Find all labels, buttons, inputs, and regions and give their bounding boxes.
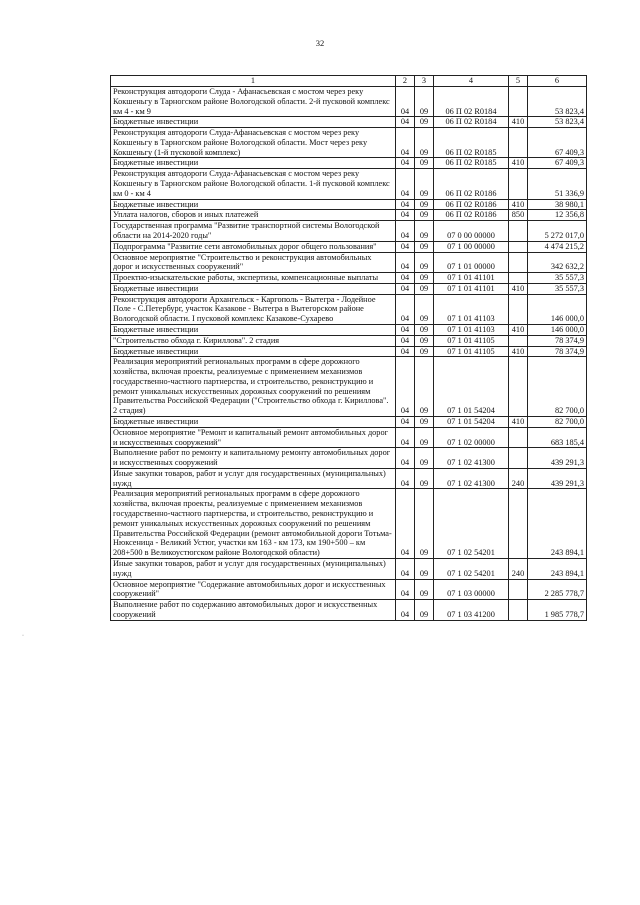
table-row xyxy=(111,283,587,294)
row-expense-type-cell: 410 xyxy=(509,346,528,357)
row-amount-cell: 53 823,4 xyxy=(528,117,587,128)
row-amount-cell: 51 336,9 xyxy=(528,169,587,199)
row-expense-type-cell: 240 xyxy=(509,558,528,579)
row-name-cell: Бюджетные инвестиции xyxy=(111,117,396,128)
row-target-article-cell: 07 1 01 41105 xyxy=(434,335,509,346)
row-amount-cell: 243 894,1 xyxy=(528,558,587,579)
row-target-article-cell: 06 П 02 R0184 xyxy=(434,87,509,117)
row-subsection-cell: 09 xyxy=(415,199,434,210)
row-target-article-cell: 06 П 02 R0185 xyxy=(434,158,509,169)
row-target-article-cell: 07 1 01 41101 xyxy=(434,273,509,284)
row-amount-cell: 38 980,1 xyxy=(528,199,587,210)
row-name-cell: Выполнение работ по ремонту и капитальному ремонту автомобильных дорог и искусственных сооружений xyxy=(111,448,396,469)
row-target-article-cell: 06 П 02 R0184 xyxy=(434,117,509,128)
row-target-article-cell: 07 0 00 00000 xyxy=(434,221,509,242)
row-name-cell: Бюджетные инвестиции xyxy=(111,324,396,335)
row-subsection-cell: 09 xyxy=(415,448,434,469)
table-row xyxy=(111,335,587,346)
row-name-cell: Основное мероприятие "Строительство и реконструкция автомобильных дорог и искусственных сооружений" xyxy=(111,252,396,273)
row-amount-cell: 12 356,8 xyxy=(528,210,587,221)
row-expense-type-cell: 850 xyxy=(509,210,528,221)
row-subsection-cell: 09 xyxy=(415,221,434,242)
row-target-article-cell: 07 1 02 00000 xyxy=(434,427,509,448)
row-subsection-cell: 09 xyxy=(415,427,434,448)
row-amount-cell: 683 185,4 xyxy=(528,427,587,448)
row-expense-type-cell: 410 xyxy=(509,417,528,428)
row-target-article-cell: 07 1 02 41300 xyxy=(434,468,509,489)
budget-table xyxy=(110,75,587,621)
row-subsection-cell: 09 xyxy=(415,468,434,489)
column-header: 2 xyxy=(396,76,415,87)
table-row xyxy=(111,273,587,284)
row-amount-cell: 35 557,3 xyxy=(528,283,587,294)
row-expense-type-cell xyxy=(509,128,528,158)
row-name-cell: Бюджетные инвестиции xyxy=(111,417,396,428)
row-expense-type-cell xyxy=(509,448,528,469)
row-expense-type-cell xyxy=(509,294,528,324)
row-target-article-cell: 07 1 02 41300 xyxy=(434,448,509,469)
row-name-cell: Основное мероприятие "Содержание автомобильных дорог и искусственных сооружений" xyxy=(111,579,396,600)
row-subsection-cell: 09 xyxy=(415,489,434,558)
table-row xyxy=(111,468,587,489)
table-row xyxy=(111,169,587,199)
row-subsection-cell: 09 xyxy=(415,357,434,417)
table-header-row xyxy=(111,76,587,87)
row-expense-type-cell xyxy=(509,579,528,600)
row-expense-type-cell xyxy=(509,241,528,252)
row-name-cell: "Строительство обхода г. Кириллова". 2 стадия xyxy=(111,335,396,346)
row-subsection-cell: 09 xyxy=(415,158,434,169)
row-target-article-cell: 07 1 01 41103 xyxy=(434,324,509,335)
row-section-cell: 04 xyxy=(396,346,415,357)
row-name-cell: Бюджетные инвестиции xyxy=(111,199,396,210)
row-name-cell: Реконструкция автодороги Слуда-Афанасьевская с мостом через реку Кокшеньгу в Тарногском районе Вологодской области. Мост через реку Кокшеньгу (1-й пусковой комплекс) xyxy=(111,128,396,158)
row-amount-cell: 78 374,9 xyxy=(528,346,587,357)
row-amount-cell: 5 272 017,0 xyxy=(528,221,587,242)
row-expense-type-cell xyxy=(509,221,528,242)
row-name-cell: Иные закупки товаров, работ и услуг для государственных (муниципальных) нужд xyxy=(111,468,396,489)
row-section-cell: 04 xyxy=(396,252,415,273)
row-subsection-cell: 09 xyxy=(415,169,434,199)
row-expense-type-cell: 410 xyxy=(509,117,528,128)
row-name-cell: Реализация мероприятий региональных программ в сфере дорожного хозяйства, включая проекты, реализуемые с применением механизмов государственно-частного партнерства, и строительство, реконструкцию и ремонт уникальных искусственных дорожных сооружений по решениям Правительства Российской Федерации ("Строительство обхода г. Кириллова". 2 стадия) xyxy=(111,357,396,417)
row-expense-type-cell xyxy=(509,600,528,621)
margin-mark: · xyxy=(22,633,24,639)
table-row xyxy=(111,448,587,469)
row-expense-type-cell xyxy=(509,252,528,273)
row-section-cell: 04 xyxy=(396,117,415,128)
row-amount-cell: 439 291,3 xyxy=(528,448,587,469)
row-name-cell: Проектно-изыскательские работы, экспертизы, компенсационные выплаты xyxy=(111,273,396,284)
column-header: 6 xyxy=(528,76,587,87)
row-subsection-cell: 09 xyxy=(415,87,434,117)
row-name-cell: Реконструкция автодороги Слуда - Афанасьевская с мостом через реку Кокшеньгу в Тарногском районе Вологодской области. 2-й пусковой комплекс км 4 - км 9 xyxy=(111,87,396,117)
table-row xyxy=(111,210,587,221)
table-row xyxy=(111,346,587,357)
row-expense-type-cell: 240 xyxy=(509,468,528,489)
row-amount-cell: 439 291,3 xyxy=(528,468,587,489)
row-section-cell: 04 xyxy=(396,579,415,600)
row-subsection-cell: 09 xyxy=(415,273,434,284)
row-subsection-cell: 09 xyxy=(415,600,434,621)
row-section-cell: 04 xyxy=(396,87,415,117)
row-target-article-cell: 07 1 01 41101 xyxy=(434,283,509,294)
row-name-cell: Подпрограмма "Развитие сети автомобильных дорог общего пользования" xyxy=(111,241,396,252)
row-section-cell: 04 xyxy=(396,357,415,417)
row-section-cell: 04 xyxy=(396,169,415,199)
row-section-cell: 04 xyxy=(396,241,415,252)
row-subsection-cell: 09 xyxy=(415,117,434,128)
table-row xyxy=(111,417,587,428)
row-section-cell: 04 xyxy=(396,600,415,621)
row-section-cell: 04 xyxy=(396,221,415,242)
row-target-article-cell: 07 1 03 41200 xyxy=(434,600,509,621)
row-expense-type-cell xyxy=(509,169,528,199)
row-name-cell: Бюджетные инвестиции xyxy=(111,158,396,169)
row-amount-cell: 53 823,4 xyxy=(528,87,587,117)
page-number: 32 xyxy=(315,38,325,48)
row-expense-type-cell xyxy=(509,87,528,117)
column-header: 4 xyxy=(434,76,509,87)
row-section-cell: 04 xyxy=(396,558,415,579)
row-amount-cell: 2 285 778,7 xyxy=(528,579,587,600)
row-name-cell: Основное мероприятие "Ремонт и капитальный ремонт автомобильных дорог и искусственных сооружений" xyxy=(111,427,396,448)
row-target-article-cell: 07 1 03 00000 xyxy=(434,579,509,600)
row-expense-type-cell xyxy=(509,489,528,558)
row-name-cell: Реконструкция автодороги Архангельск - Каргополь - Вытегра - Лодейное Поле - С.Петербург, участок Казакове - Вытегра в Вытегорском районе Вологодской области. I пусковой комплекс Казакове-Сухарево xyxy=(111,294,396,324)
row-amount-cell: 78 374,9 xyxy=(528,335,587,346)
row-amount-cell: 146 000,0 xyxy=(528,324,587,335)
row-subsection-cell: 09 xyxy=(415,294,434,324)
row-amount-cell: 342 632,2 xyxy=(528,252,587,273)
table-row xyxy=(111,252,587,273)
row-name-cell: Выполнение работ по содержанию автомобильных дорог и искусственных сооружений xyxy=(111,600,396,621)
table-row xyxy=(111,324,587,335)
row-expense-type-cell: 410 xyxy=(509,158,528,169)
row-target-article-cell: 07 1 02 54201 xyxy=(434,489,509,558)
table-row xyxy=(111,199,587,210)
row-target-article-cell: 07 1 01 54204 xyxy=(434,357,509,417)
row-name-cell: Государственная программа "Развитие транспортной системы Вологодской области на 2014-2020 годы" xyxy=(111,221,396,242)
row-subsection-cell: 09 xyxy=(415,417,434,428)
row-section-cell: 04 xyxy=(396,448,415,469)
table-row xyxy=(111,600,587,621)
row-section-cell: 04 xyxy=(396,468,415,489)
row-amount-cell: 82 700,0 xyxy=(528,357,587,417)
column-header: 5 xyxy=(509,76,528,87)
row-target-article-cell: 06 П 02 R0185 xyxy=(434,128,509,158)
row-subsection-cell: 09 xyxy=(415,283,434,294)
row-amount-cell: 146 000,0 xyxy=(528,294,587,324)
row-name-cell: Бюджетные инвестиции xyxy=(111,346,396,357)
table-row xyxy=(111,158,587,169)
row-section-cell: 04 xyxy=(396,210,415,221)
table-row xyxy=(111,489,587,558)
column-header: 3 xyxy=(415,76,434,87)
row-expense-type-cell xyxy=(509,427,528,448)
row-amount-cell: 82 700,0 xyxy=(528,417,587,428)
row-section-cell: 04 xyxy=(396,273,415,284)
row-section-cell: 04 xyxy=(396,294,415,324)
row-target-article-cell: 07 1 02 54201 xyxy=(434,558,509,579)
table-row xyxy=(111,357,587,417)
table-row xyxy=(111,128,587,158)
row-amount-cell: 67 409,3 xyxy=(528,158,587,169)
row-expense-type-cell xyxy=(509,335,528,346)
row-section-cell: 04 xyxy=(396,427,415,448)
row-name-cell: Бюджетные инвестиции xyxy=(111,283,396,294)
row-subsection-cell: 09 xyxy=(415,128,434,158)
row-subsection-cell: 09 xyxy=(415,346,434,357)
row-target-article-cell: 07 1 01 41103 xyxy=(434,294,509,324)
row-name-cell: Реализация мероприятий региональных программ в сфере дорожного хозяйства, включая проекты, реализуемые с применением механизмов государственно-частного партнерства, и строительство, реконструкцию и ремонт уникальных искусственных дорожных сооружений по решениям Правительства Российской Федерации (ремонт автомобильной дороги Тотьма-Нюксеница - Великий Устюг, участки км 163 - км 173, км 190+500 – км 208+500 в Великоустюгском районе Вологодской области) xyxy=(111,489,396,558)
row-section-cell: 04 xyxy=(396,324,415,335)
row-target-article-cell: 07 1 01 54204 xyxy=(434,417,509,428)
row-expense-type-cell xyxy=(509,357,528,417)
row-target-article-cell: 07 1 00 00000 xyxy=(434,241,509,252)
row-section-cell: 04 xyxy=(396,417,415,428)
table-row xyxy=(111,294,587,324)
row-section-cell: 04 xyxy=(396,283,415,294)
table-row xyxy=(111,558,587,579)
row-target-article-cell: 07 1 01 41105 xyxy=(434,346,509,357)
row-name-cell: Уплата налогов, сборов и иных платежей xyxy=(111,210,396,221)
row-section-cell: 04 xyxy=(396,158,415,169)
row-target-article-cell: 07 1 01 00000 xyxy=(434,252,509,273)
table-row xyxy=(111,579,587,600)
row-subsection-cell: 09 xyxy=(415,241,434,252)
row-amount-cell: 1 985 778,7 xyxy=(528,600,587,621)
row-subsection-cell: 09 xyxy=(415,252,434,273)
row-name-cell: Иные закупки товаров, работ и услуг для государственных (муниципальных) нужд xyxy=(111,558,396,579)
row-subsection-cell: 09 xyxy=(415,558,434,579)
table-row xyxy=(111,241,587,252)
row-expense-type-cell: 410 xyxy=(509,199,528,210)
row-section-cell: 04 xyxy=(396,489,415,558)
row-amount-cell: 243 894,1 xyxy=(528,489,587,558)
row-target-article-cell: 06 П 02 R0186 xyxy=(434,169,509,199)
table-row xyxy=(111,221,587,242)
row-subsection-cell: 09 xyxy=(415,335,434,346)
row-subsection-cell: 09 xyxy=(415,210,434,221)
row-target-article-cell: 06 П 02 R0186 xyxy=(434,199,509,210)
row-amount-cell: 35 557,3 xyxy=(528,273,587,284)
row-subsection-cell: 09 xyxy=(415,324,434,335)
table-row xyxy=(111,427,587,448)
row-target-article-cell: 06 П 02 R0186 xyxy=(434,210,509,221)
row-amount-cell: 67 409,3 xyxy=(528,128,587,158)
row-name-cell: Реконструкция автодороги Слуда-Афанасьевская с мостом через реку Кокшеньгу в Тарногском районе Вологодской области. 1-й пусковой комплекс км 0 - км 4 xyxy=(111,169,396,199)
column-header: 1 xyxy=(111,76,396,87)
row-section-cell: 04 xyxy=(396,128,415,158)
row-amount-cell: 4 474 215,2 xyxy=(528,241,587,252)
row-expense-type-cell: 410 xyxy=(509,283,528,294)
table-row xyxy=(111,87,587,117)
row-section-cell: 04 xyxy=(396,199,415,210)
row-expense-type-cell: 410 xyxy=(509,324,528,335)
row-subsection-cell: 09 xyxy=(415,579,434,600)
row-expense-type-cell xyxy=(509,273,528,284)
row-section-cell: 04 xyxy=(396,335,415,346)
table-row xyxy=(111,117,587,128)
